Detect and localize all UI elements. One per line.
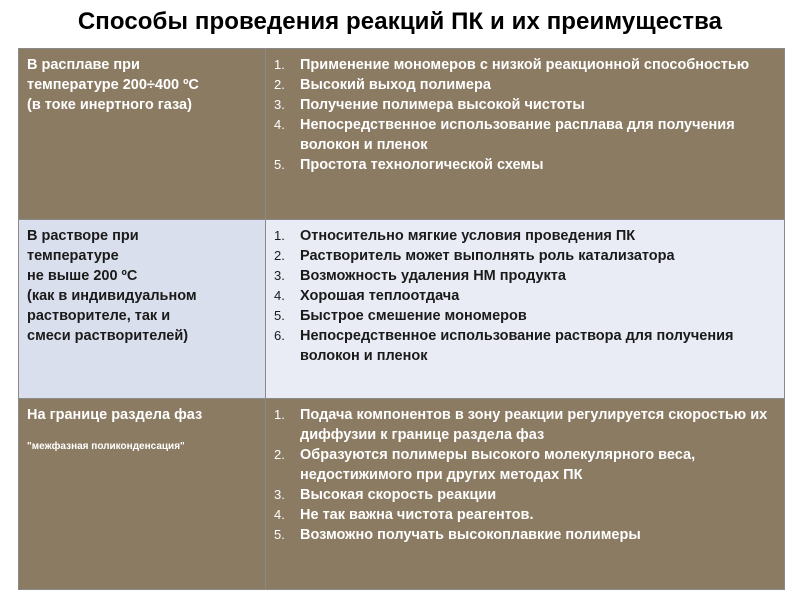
advantages-list [266, 399, 784, 545]
method-line: На границе раздела фаз [27, 406, 203, 423]
list-item: 1. Относительно мягкие условия проведения ПК [274, 228, 636, 245]
method-line: температуре [27, 248, 119, 265]
methods-table [18, 48, 785, 590]
method-line: растворителе, так и [27, 308, 171, 325]
list-item: 1. Применение мономеров с низкой реакционной способностью [274, 57, 750, 73]
list-item: 1. Подача компонентов в зону реакции регулируется скоростью их диффузии к границе раздела фаз [274, 406, 768, 443]
list-item: 3. Возможность удаления НМ продукта [274, 268, 566, 285]
method-line: (как в индивидуальном [27, 288, 197, 305]
list-item: 4. Хорошая теплоотдача [274, 288, 460, 305]
list-item: 2. Образуются полимеры высокого молекулярного веса, недостижимого при других методах ПК [274, 446, 696, 483]
method-line: В растворе при [27, 228, 139, 245]
table-row-interface [19, 398, 785, 589]
method-line: В расплаве при [27, 57, 140, 73]
page-title: Способы проведения реакций ПК и их преимущества [77, 8, 723, 35]
advantages-list [266, 49, 784, 175]
method-cell-interface [19, 398, 266, 589]
table-row-solution [19, 220, 785, 398]
advantages-cell-solution [266, 220, 785, 398]
list-item: 3. Высокая скорость реакции [274, 486, 497, 503]
list-item: 3. Получение полимера высокой чистоты [274, 97, 585, 113]
list-item: 5. Возможно получать высокоплавкие полимеры [274, 526, 641, 543]
table-row-melt [19, 49, 785, 220]
method-cell-solution [19, 220, 266, 398]
advantages-cell-melt [266, 49, 785, 220]
list-item: 5. Простота технологической схемы [274, 157, 544, 173]
method-line: смеси растворителей) [27, 328, 189, 345]
advantages-list [266, 220, 784, 366]
list-item: 2. Растворитель может выполнять роль катализатора [274, 248, 675, 265]
method-cell-melt [19, 49, 266, 220]
method-line: не выше 200 ºС [27, 268, 138, 285]
method-line: температуре 200÷400 ºС [27, 77, 199, 93]
method-line: (в токе инертного газа) [27, 97, 192, 113]
list-item: 5. Быстрое смешение мономеров [274, 308, 527, 325]
list-item: 4. Непосредственное использование расплава для получения волокон и пленок [274, 117, 735, 153]
advantages-cell-interface [266, 398, 785, 589]
list-item: 6. Непосредственное использование раствора для получения волокон и пленок [274, 328, 734, 365]
method-note: "межфазная поликонденсация" [27, 440, 185, 452]
list-item: 4. Не так важна чистота реагентов. [274, 506, 534, 523]
list-item: 2. Высокий выход полимера [274, 77, 491, 93]
